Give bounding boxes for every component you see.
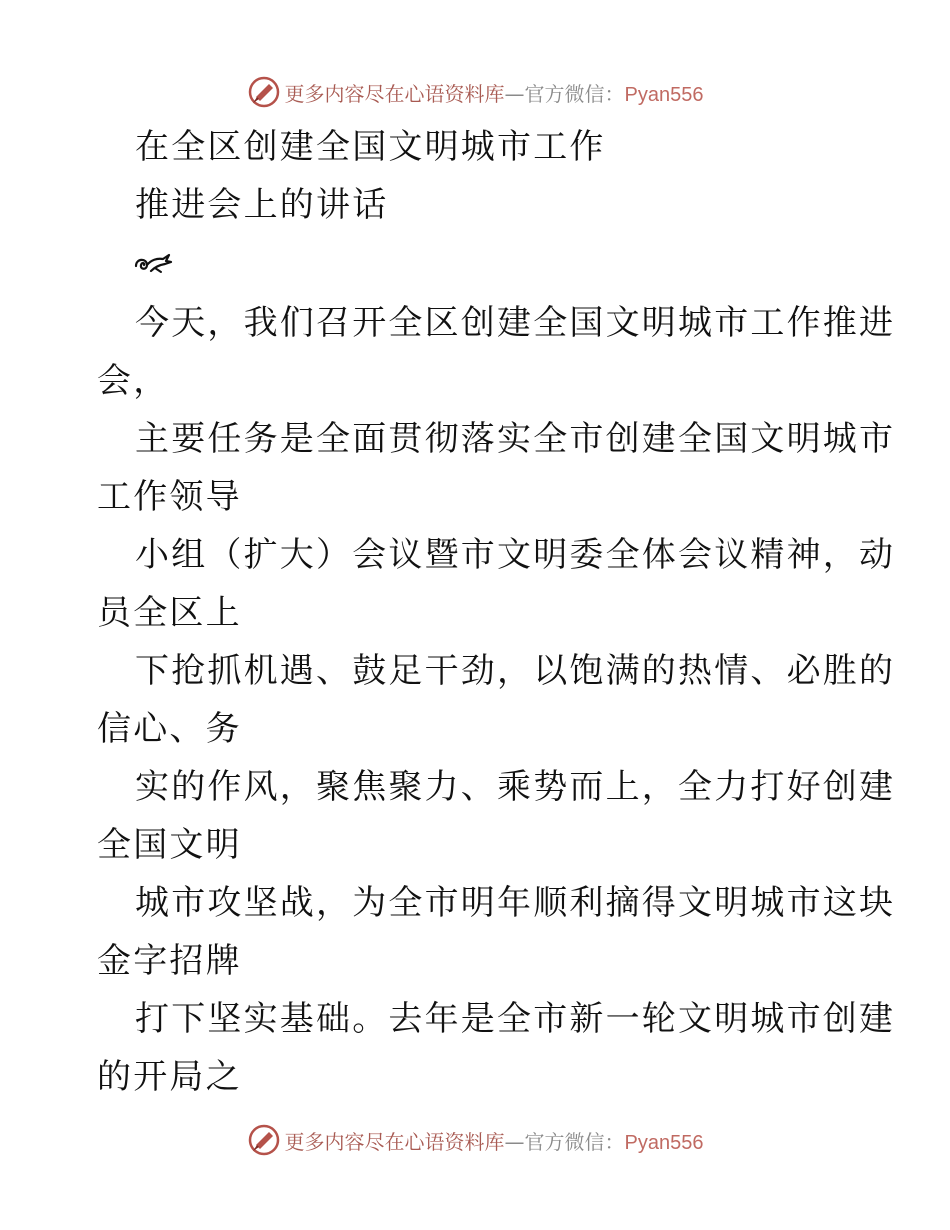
- body-line-4: 工作领导: [97, 477, 242, 517]
- document-title-line-2: 推进会上的讲话: [135, 185, 389, 225]
- body-line-7: 下抢抓机遇、鼓足干劲，以饱满的热情、必胜的: [135, 651, 896, 691]
- footer-banner-text: [285, 1126, 704, 1155]
- body-line-2: 会，: [97, 361, 170, 401]
- body-line-5: 小组（扩大）会议暨市文明委全体会议精神，动: [135, 535, 896, 575]
- footer-banner: [0, 1120, 950, 1160]
- body-line-1: 今天，我们召开全区创建全国文明城市工作推进: [135, 303, 896, 343]
- body-line-13: 打下坚实基础。去年是全市新一轮文明城市创建: [135, 999, 896, 1039]
- body-line-11: 城市攻坚战，为全市明年顺利摘得文明城市这块: [135, 883, 896, 923]
- body-line-6: 员全区上: [97, 593, 242, 633]
- body-line-8: 信心、务: [97, 709, 242, 749]
- body-line-12: 金字招牌: [97, 941, 242, 981]
- pen-logo-icon: [247, 1123, 281, 1157]
- header-banner-wechat-id: Pyan556: [624, 83, 704, 106]
- pen-logo-icon: [247, 75, 281, 109]
- footer-banner-wechat-label: 官方微信：: [524, 1129, 625, 1154]
- header-banner: [0, 72, 950, 112]
- header-banner-wechat-label: 官方微信：: [524, 81, 625, 106]
- footer-banner-slogan: 更多内容尽在心语资料库: [284, 1129, 505, 1154]
- header-banner-separator: —: [504, 81, 525, 106]
- flourish-icon: [133, 250, 173, 276]
- body-line-3: 主要任务是全面贯彻落实全市创建全国文明城市: [135, 419, 896, 459]
- footer-banner-separator: —: [504, 1129, 525, 1154]
- body-line-10: 全国文明: [97, 825, 242, 865]
- footer-banner-wechat-id: Pyan556: [624, 1131, 704, 1154]
- body-line-14: 的开局之: [97, 1057, 242, 1097]
- body-line-9: 实的作风，聚焦聚力、乘势而上，全力打好创建: [135, 767, 896, 807]
- document-title-line-1: 在全区创建全国文明城市工作: [135, 127, 606, 167]
- header-banner-text: [285, 78, 704, 107]
- header-banner-slogan: 更多内容尽在心语资料库: [284, 81, 505, 106]
